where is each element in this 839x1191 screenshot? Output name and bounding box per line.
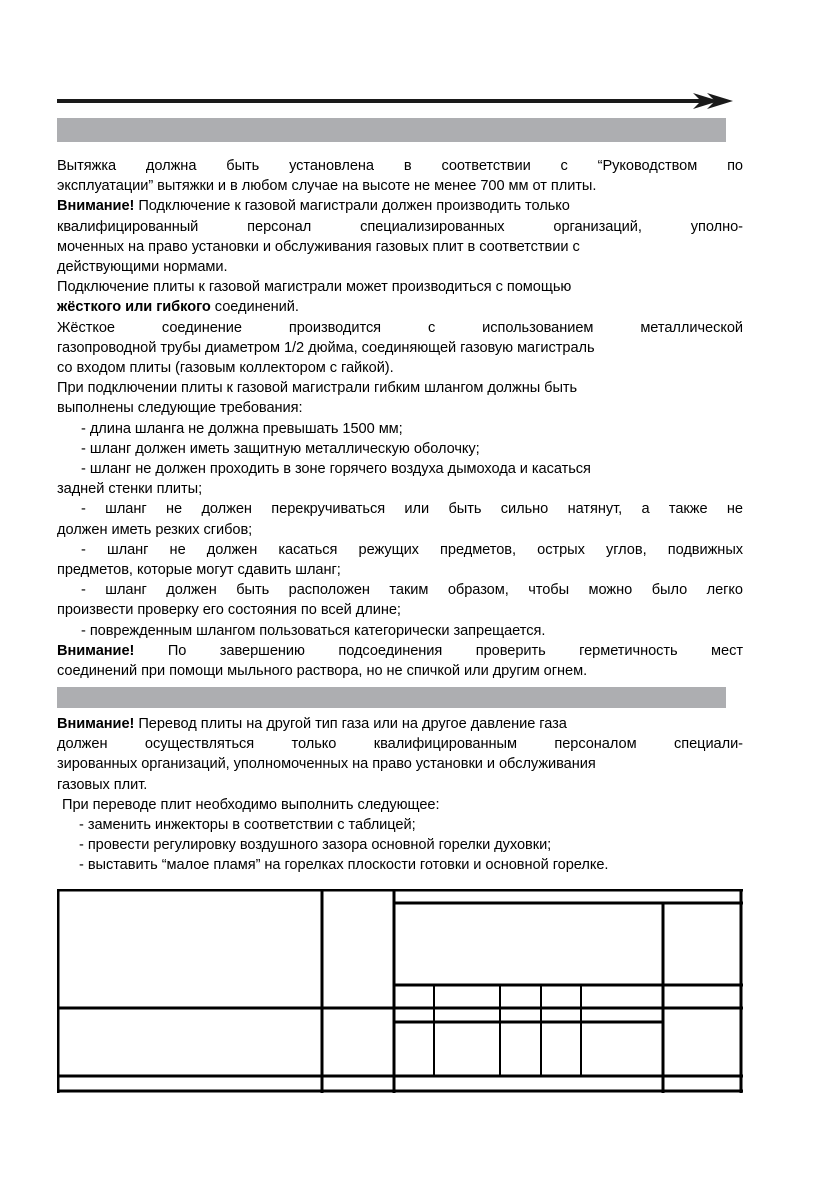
text-line: выполнены следующие требования: bbox=[57, 400, 303, 417]
list-item bbox=[57, 835, 743, 855]
paragraph-rigid-connection bbox=[57, 318, 743, 379]
injector-specification-table bbox=[57, 889, 743, 1093]
list-item bbox=[57, 459, 743, 499]
text-line-rest: Перевод плиты на другой тип газа или на другое давление газа bbox=[134, 716, 567, 732]
text-line: Жёсткое соединение производится с использованием металлической bbox=[57, 319, 743, 336]
list-item bbox=[57, 855, 743, 875]
text-line: произвести проверку его состояния по всей длине; bbox=[57, 602, 401, 619]
list-item bbox=[57, 499, 743, 539]
text-line: - длина шланга не должна превышать 1500 мм; bbox=[81, 420, 403, 437]
attention-label: Внимание! bbox=[57, 642, 135, 659]
list-item bbox=[57, 439, 743, 459]
text-line-rest: соединений. bbox=[210, 299, 299, 316]
text-line: квалифицированный персонал специализированных организаций, уполно- bbox=[57, 218, 743, 235]
text-line: Вытяжка должна быть установлена в соответствии с “Руководством по bbox=[57, 158, 743, 174]
list-item bbox=[57, 419, 743, 439]
text-line: - шланг не должен перекручиваться или быть сильно натянут, а также не bbox=[81, 501, 743, 518]
paragraph-attention-leak-check bbox=[57, 641, 743, 681]
text-line-rest: Подключение к газовой магистрали должен производить только bbox=[134, 198, 570, 215]
body-text-upper bbox=[57, 156, 743, 681]
text-line: - провести регулировку воздушного зазора основной горелки духовки; bbox=[79, 837, 552, 854]
text-line: - заменить инжекторы в соответствии с таблицей; bbox=[79, 817, 416, 834]
text-line: При подключении плиты к газовой магистрали гибким шлангом должны быть bbox=[57, 380, 578, 397]
text-line-bold-lead bbox=[57, 641, 743, 661]
text-line-bold-span bbox=[57, 297, 743, 317]
text-line: зированных организаций, уполномоченных на право установки и обслуживания bbox=[57, 756, 596, 773]
text-line: - шланг должен быть расположен таким образом, чтобы можно было легко bbox=[81, 582, 743, 599]
text-line: должен осуществляться только квалифицированным персоналом специали- bbox=[57, 736, 743, 753]
paragraph-attention-gas-connection bbox=[57, 196, 743, 277]
text-line: моченных на право установки и обслуживания газовых плит в соответствии с bbox=[57, 238, 580, 255]
list-item bbox=[57, 815, 743, 835]
list-item bbox=[57, 580, 743, 620]
text-line: газопроводной трубы диаметром 1/2 дюйма, соединяющей газовую магистраль bbox=[57, 339, 595, 356]
horizontal-arrow-rule bbox=[57, 92, 743, 110]
text-line: соединений при помощи мыльного раствора, но не спичкой или другим огнем. bbox=[57, 663, 588, 680]
text-line-bold-lead bbox=[57, 714, 743, 734]
list-item bbox=[57, 621, 743, 641]
text-line: эксплуатации” вытяжки и в любом случае на высоте не менее 700 мм от плиты. bbox=[57, 178, 597, 195]
text-line-rest: По завершению подсоединения проверить герметичность мест bbox=[134, 642, 743, 659]
text-line: должен иметь резких сгибов; bbox=[57, 521, 253, 538]
text-line: со входом плиты (газовым коллектором с гайкой). bbox=[57, 360, 394, 377]
paragraph-hose-requirements-intro bbox=[57, 378, 743, 418]
attention-label: Внимание! bbox=[57, 716, 135, 732]
text-line: задней стенки плиты; bbox=[57, 481, 203, 498]
list-item bbox=[57, 540, 743, 580]
attention-label: Внимание! bbox=[57, 198, 135, 215]
paragraph-connection-types bbox=[57, 277, 743, 317]
text-line: газовых плит. bbox=[57, 776, 148, 793]
text-line: предметов, которые могут сдавить шланг; bbox=[57, 562, 341, 579]
text-line-bold-lead bbox=[57, 196, 743, 216]
text-line: - шланг должен иметь защитную металлическую оболочку; bbox=[81, 440, 480, 457]
grey-section-bar-top bbox=[57, 118, 726, 142]
text-line: Подключение плиты к газовой магистрали может производиться с помощью bbox=[57, 279, 572, 296]
text-line: - поврежденным шлангом пользоваться категорически запрещается. bbox=[81, 622, 546, 639]
body-text-lower bbox=[57, 714, 743, 876]
text-line: действующими нормами. bbox=[57, 259, 228, 276]
paragraph-attention-gas-conversion bbox=[57, 714, 743, 795]
paragraph-hood-installation bbox=[57, 156, 743, 196]
connection-type-emphasis: жёсткого или гибкого bbox=[57, 299, 211, 316]
text-line: - шланг не должен касаться режущих предметов, острых углов, подвижных bbox=[81, 541, 743, 558]
grey-section-bar-middle bbox=[57, 687, 726, 708]
text-line: - выставить “малое пламя” на горелках плоскости готовки и основной горелке. bbox=[79, 857, 609, 874]
paragraph-conversion-steps-intro bbox=[57, 795, 743, 815]
text-line: - шланг не должен проходить в зоне горячего воздуха дымохода и касаться bbox=[81, 461, 591, 478]
text-line: При переводе плит необходимо выполнить следующее: bbox=[62, 796, 440, 813]
